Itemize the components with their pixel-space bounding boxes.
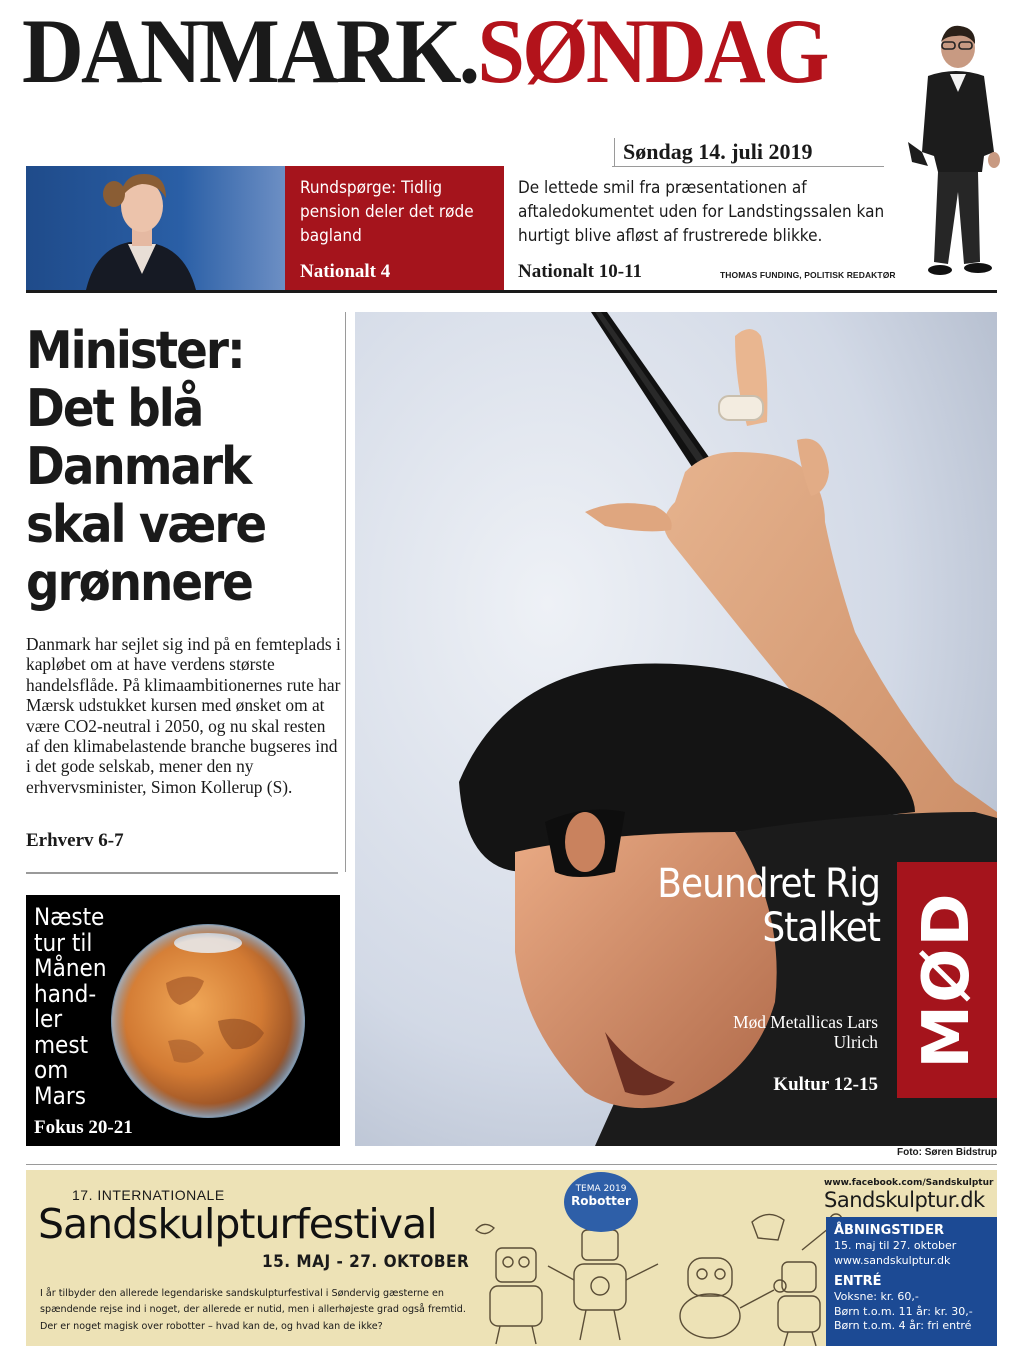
main-headline[interactable]: Minister: Det blå Danmark skal være grønnere: [26, 321, 266, 613]
ad-rule: [26, 1164, 997, 1165]
mod-section-label: MØD: [910, 891, 984, 1069]
masthead-sondag: SØNDAG: [477, 0, 827, 102]
ad-entry-kids: Børn t.o.m. 11 år: kr. 30,-: [834, 1304, 973, 1318]
analysis-byline: THOMAS FUNDING, POLITISK REDAKTØR: [720, 270, 896, 280]
feature-subtitle: Mød Metallicas Lars Ulrich: [733, 1012, 878, 1053]
mars-teaser-box[interactable]: [26, 895, 340, 1146]
masthead-danmark: DANMARK.: [22, 0, 478, 102]
ad-facebook-link[interactable]: www.facebook.com/Sandskulptur: [824, 1178, 994, 1188]
mars-planet-image: [108, 921, 308, 1121]
main-story-page-ref[interactable]: Erhverv 6-7: [26, 830, 124, 851]
topbar-rule: [26, 290, 997, 293]
mars-page-ref[interactable]: Fokus 20-21: [34, 1117, 133, 1138]
ad-entry-heading: ENTRÉ: [834, 1274, 882, 1289]
ad-entry-adults: Voksne: kr. 60,-: [834, 1290, 919, 1303]
ad-theme-badge: [564, 1172, 638, 1232]
politician-photo: [26, 166, 285, 290]
ad-open-site[interactable]: www.sandskulptur.dk: [834, 1253, 951, 1267]
ad-edition-label: 17. INTERNATIONALE: [72, 1187, 225, 1203]
photo-credit: Foto: Søren Bidstrup: [897, 1147, 997, 1158]
ad-festival-dates: 15. MAJ - 27. OKTOBER: [262, 1252, 470, 1272]
ad-description: I år tilbyder den allerede legendariske sandskulpturfestival i Søndervig gæsterne en spændende rejse ind i noget, der allerede er nutid, men i allerhøjeste grad også fremtid. Der er noget magisk over robotter – hvad kan de, og hvad kan de ikke?: [40, 1288, 466, 1332]
mod-section-tab[interactable]: [897, 862, 997, 1098]
ad-open-heading: ÅBNINGSTIDER: [834, 1223, 944, 1238]
top-teaser-bar: [26, 166, 997, 290]
analysis-page-ref[interactable]: Nationalt 10-11: [518, 261, 643, 282]
issue-date: Søndag 14. juli 2019: [614, 138, 813, 166]
ad-theme-year: TEMA 2019: [575, 1184, 627, 1194]
feature-title[interactable]: Beundret Rig Stalket: [657, 861, 880, 951]
robots-illustration-icon: [462, 1200, 842, 1346]
story-divider: [26, 872, 338, 874]
mars-teaser-text: Næste tur til Månen hand-ler mest om Mars: [34, 903, 107, 1110]
ad-open-dates: 15. maj til 27. oktober: [834, 1239, 957, 1252]
sandskulptur-ad[interactable]: [26, 1170, 997, 1346]
masthead[interactable]: [22, 0, 827, 102]
ad-site-logo[interactable]: Sandskulptur.dk: [824, 1188, 985, 1212]
ad-entry-small: Børn t.o.m. 4 år: fri entré: [834, 1319, 972, 1332]
ad-festival-name: Sandskulpturfestival: [38, 1200, 437, 1248]
rundsporge-page-ref[interactable]: Nationalt 4: [300, 261, 391, 282]
ad-theme-name: Robotter: [571, 1194, 631, 1208]
feature-page-ref[interactable]: Kultur 12-15: [773, 1074, 878, 1095]
column-divider: [345, 312, 346, 872]
ad-info-panel: [826, 1217, 997, 1346]
analysis-teaser[interactable]: De lettede smil fra præsentationen af aftaledokumentet uden for Landstingssalen kan hurtigt blive afløst af frustrerede blikke.: [518, 178, 885, 246]
rundsporge-teaser[interactable]: Rundspørge: Tidlig pension deler det røde bagland: [300, 178, 474, 246]
main-story-body: Danmark har sejlet sig ind på en femteplads i kapløbet om at have verdens største handelsflåde. På klimaambitionernes rute har Mærsk udstukket kursen med ønsket om at være CO2-neutral i 2050, og nu skal resten af den klimabelastende branche bugseres ind i det gode selskab, mener den ny erhvervsminister, Simon Kollerup (S).: [26, 634, 341, 797]
